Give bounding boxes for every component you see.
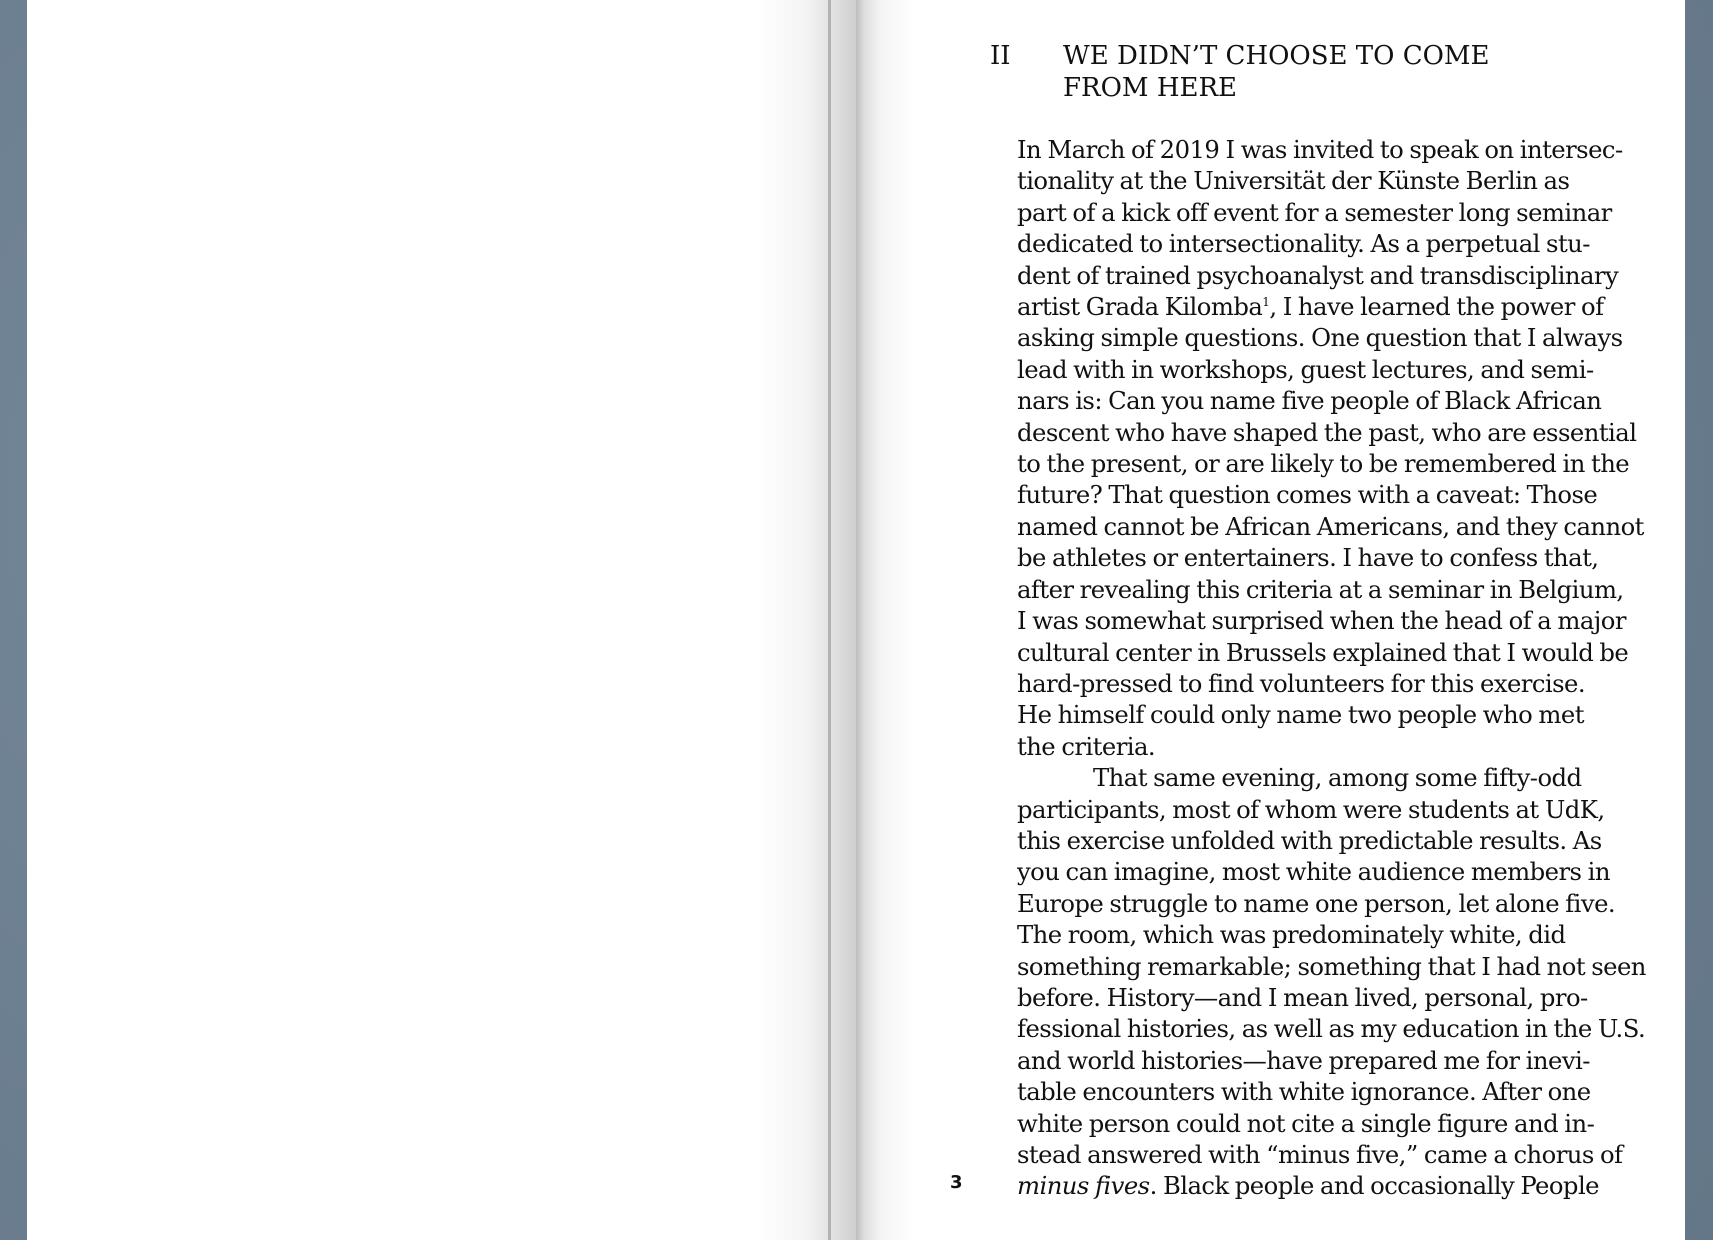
text-line: He himself could only name two people who met bbox=[1017, 700, 1584, 730]
text-line: lead with in workshops, guest lectures, and semi- bbox=[1017, 354, 1594, 384]
text-line: asking simple questions. One question that I always bbox=[1017, 323, 1623, 353]
text-line: after revealing this criteria at a seminar in Belgium, bbox=[1017, 574, 1624, 604]
text-line: fessional histories, as well as my education in the U.S. bbox=[1017, 1014, 1646, 1044]
text-line: part of a kick off event for a semester long seminar bbox=[1017, 197, 1612, 227]
chapter-number: II bbox=[990, 41, 1011, 71]
text-line: hard-pressed to find volunteers for this exercise. bbox=[1017, 668, 1586, 698]
text-line: be athletes or entertainers. I have to confess that, bbox=[1017, 543, 1599, 573]
page-number: 3 bbox=[950, 1172, 963, 1193]
text-line: I was somewhat surprised when the head of a major bbox=[1017, 606, 1626, 636]
text-line: this exercise unfolded with predictable results. As bbox=[1017, 825, 1602, 855]
text-segment: , I have learned the power of bbox=[1269, 292, 1604, 322]
text-line: nars is: Can you name five people of Black African bbox=[1017, 386, 1602, 416]
italic-text-segment: minus fives bbox=[1017, 1171, 1150, 1201]
text-line: white person could not cite a single figure and in- bbox=[1017, 1108, 1595, 1138]
text-line: you can imagine, most white audience members in bbox=[1017, 857, 1610, 887]
text-line: dedicated to intersectionality. As a perpetual stu- bbox=[1017, 229, 1590, 259]
text-line: tionality at the Universität der Künste Berlin as bbox=[1017, 166, 1570, 196]
text-line: descent who have shaped the past, who are essential bbox=[1017, 417, 1637, 447]
text-line: That same evening, among some fifty-odd bbox=[1093, 763, 1582, 793]
text-line: In March of 2019 I was invited to speak on intersec- bbox=[1017, 135, 1623, 164]
text-line: named cannot be African Americans, and they cannot bbox=[1017, 511, 1644, 541]
text-line: table encounters with white ignorance. After one bbox=[1017, 1077, 1591, 1107]
text-line: dent of trained psychoanalyst and transdisciplinary bbox=[1017, 260, 1619, 290]
book-gutter bbox=[828, 0, 831, 1240]
chapter-title-line: FROM HERE bbox=[1063, 73, 1238, 103]
text-segment: artist Grada Kilomba bbox=[1017, 292, 1263, 322]
text-line: something remarkable; something that I had not seen bbox=[1017, 951, 1646, 981]
text-line: cultural center in Brussels explained that I would be bbox=[1017, 637, 1629, 667]
left-page bbox=[27, 0, 856, 1240]
text-line: the criteria. bbox=[1017, 731, 1156, 761]
text-line bbox=[1017, 291, 1657, 322]
text-line: participants, most of whom were students at UdK, bbox=[1017, 794, 1605, 824]
text-line: The room, which was predominately white, did bbox=[1017, 920, 1566, 950]
text-line: to the present, or are likely to be remembered in the bbox=[1017, 449, 1630, 479]
text-segment: . Black people and occasionally People bbox=[1149, 1171, 1599, 1201]
body-text bbox=[1017, 134, 1657, 1202]
chapter-title bbox=[1063, 40, 1523, 104]
footnote-marker[interactable]: 1 bbox=[1262, 295, 1270, 310]
text-line bbox=[1017, 1170, 1657, 1201]
text-line: and world histories—have prepared me for inevi- bbox=[1017, 1045, 1590, 1075]
text-line: before. History—and I mean lived, personal, pro- bbox=[1017, 982, 1588, 1012]
text-line: stead answered with “minus five,” came a chorus of bbox=[1017, 1140, 1623, 1169]
text-line: future? That question comes with a caveat: Those bbox=[1017, 480, 1598, 510]
text-line: Europe struggle to name one person, let alone five. bbox=[1017, 888, 1616, 918]
chapter-title-line: WE DIDN’T CHOOSE TO COME bbox=[1063, 41, 1490, 71]
